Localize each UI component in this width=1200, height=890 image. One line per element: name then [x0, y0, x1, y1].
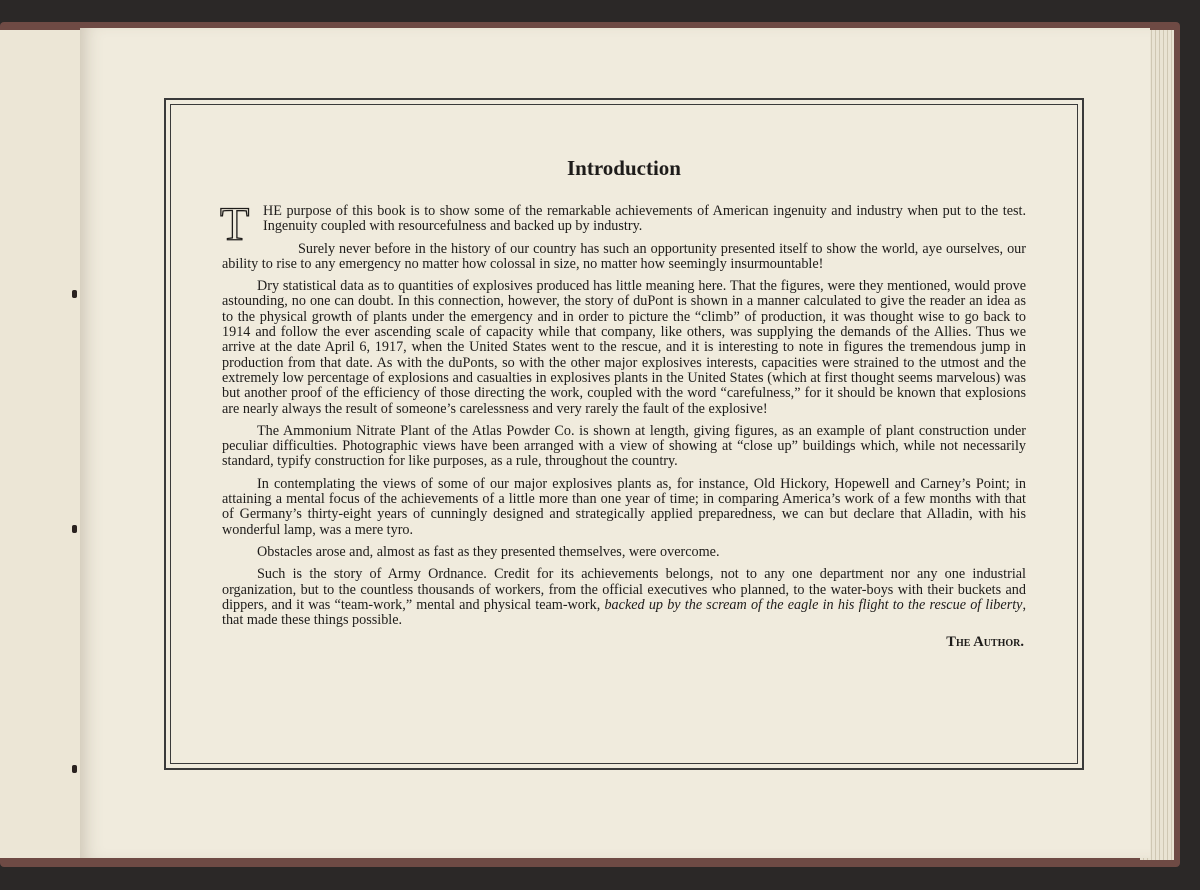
introduction-text — [222, 156, 1026, 651]
paragraph-5: In contemplating the views of some of our major explosives plants as, for instance, Old Hickory, Hopewell and Carney’s Point; in attaining a mental focus of the achievements of a little more than one year of time; in comparing America’s work of a few months with that of Germany’s thirty-eight years of cunningly designed and strategically applied preparedness, we can but declare that Alladin, with his wonderful lamp, was a mere tyro. — [222, 475, 1026, 538]
paragraph-7-end: , that made these things possible. — [222, 596, 1026, 629]
page-title: Introduction — [567, 156, 681, 180]
binding-stitch — [72, 290, 77, 298]
paragraph-4: The Ammonium Nitrate Plant of the Atlas Powder Co. is shown at length, giving figures, as an example of plant construction under peculiar difficulties. Photographic views have been arranged with a view of showing at “close up” buildings which, while not necessarily standard, typify construction for like purposes, as a rule, throughout the country. — [222, 422, 1026, 470]
paragraph-7 — [222, 567, 1026, 628]
binding-stitch — [72, 765, 77, 773]
left-page — [0, 30, 81, 858]
text-frame — [164, 98, 1084, 770]
paragraph-1-text: HE purpose of this book is to show some of the remarkable achievements of American ingenuity and industry when put to the test. Ingenuity coupled with resourcefulness and backed up by industry. — [263, 203, 1026, 235]
paragraph-7-italic: backed up by the scream of the eagle in his flight to the rescue of liberty — [604, 596, 1023, 613]
paragraph-7-text: Such is the story of Army Ordnance. Credit for its achievements belongs, not to any one department nor any one industrial organization, but to the countless thousands of workers, from the official executives who planned, to the water-boys with their buckets and dippers, and it was “team-work,” mental and physical team-work, — [222, 566, 1026, 613]
paragraph-3: Dry statistical data as to quantities of explosives produced has little meaning here. That the figures, were they mentioned, would prove astounding, no one can doubt. In this connection, however, the story of duPont is shown in a manner calculated to give the reader an idea as to the physical growth of plants under the emergency and in order to picture the “climb” of production, it was thought wise to go back to 1914 and follow the ever ascending scale of capacity while that company, like others, was supplying the demands of the Allies. Thus we arrive at the date April 6, 1917, when the United States went to the rescue, and it is interesting to note in figures the tremendous jump in production from that date. As with the duPonts, so with the other major explosives interests, capacities were strained to the utmost and the extremely low percentage of explosions and casualties in explosives plants in the United States (which at first thought seems marvelous) was but another proof of the efficiency of those directing the work, coupled with the word “carefulness,” for it should be known that explosions are nearly always the result of someone’s carelessness and very rarely the fault of the explosive! — [222, 278, 1026, 417]
drop-cap-letter: T — [220, 198, 250, 251]
author-signature: The Author. — [946, 634, 1024, 651]
paragraph-6: Obstacles arose and, almost as fast as they presented themselves, were overcome. — [257, 543, 720, 560]
binding-stitch — [72, 525, 77, 533]
paragraph-2: Surely never before in the history of our country has such an opportunity presented itself to show the world, aye ourselves, our ability to rise to any emergency no matter how colossal in size, no matter how seemingly insurmountable! — [222, 240, 1026, 272]
paragraph-1 — [220, 198, 1026, 251]
